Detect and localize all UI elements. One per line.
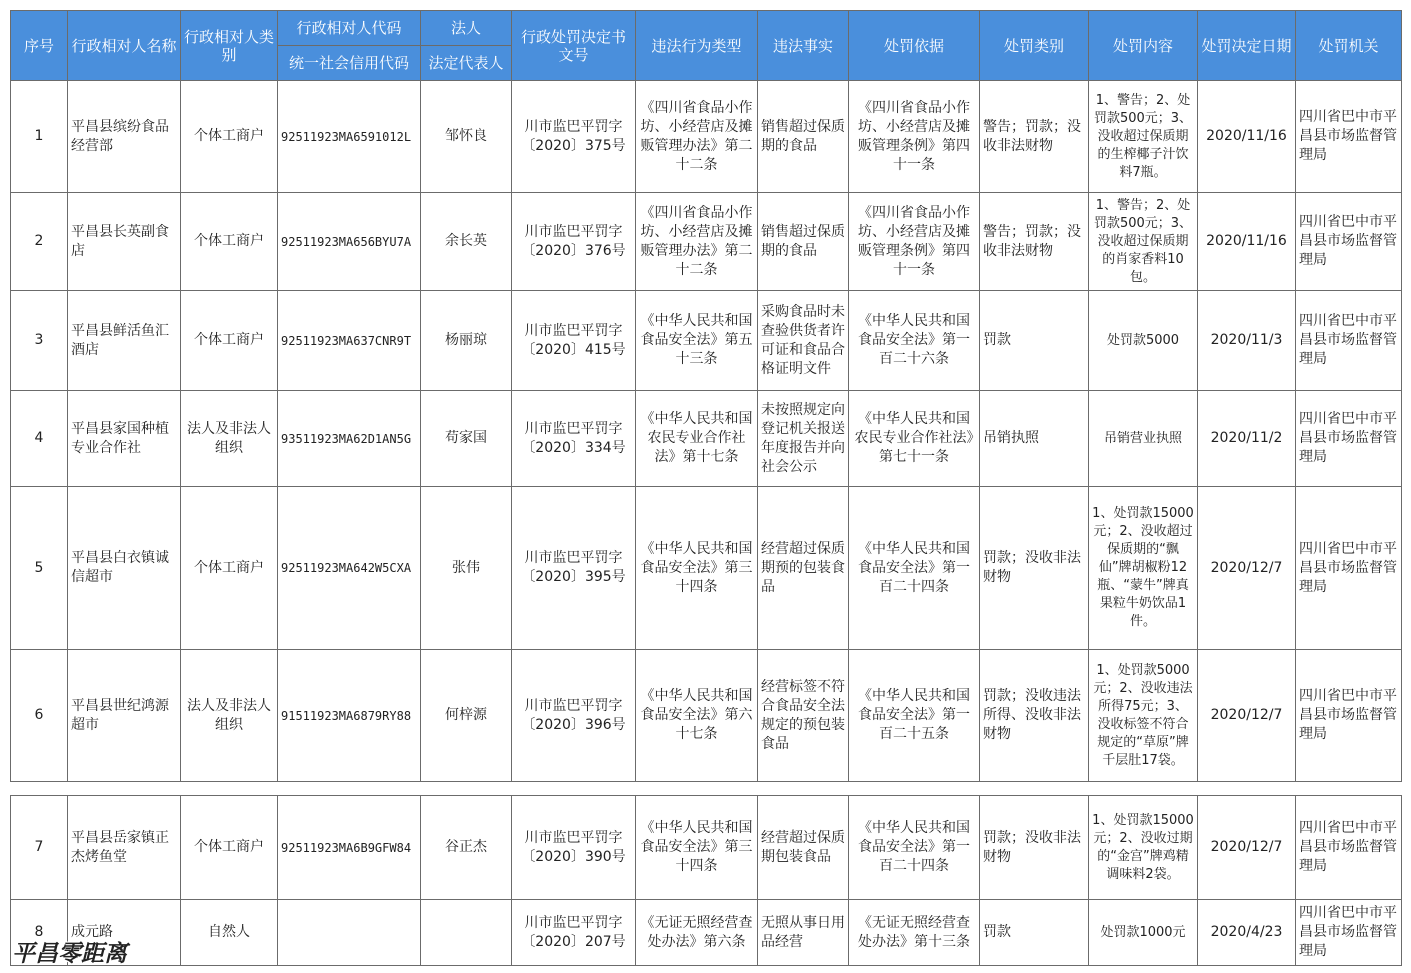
header-legal-rep: 法定代表人 bbox=[421, 46, 512, 81]
cell-category: 个体工商户 bbox=[181, 291, 278, 391]
cell-penalty-type: 罚款；没收非法财物 bbox=[980, 487, 1089, 650]
header-content: 处罚内容 bbox=[1089, 11, 1198, 81]
cell-legal: 余长英 bbox=[421, 193, 512, 291]
cell-category: 个体工商户 bbox=[181, 487, 278, 650]
cell-seq: 8 bbox=[11, 900, 68, 966]
cell-seq: 4 bbox=[11, 391, 68, 487]
cell-seq: 7 bbox=[11, 796, 68, 900]
table-row bbox=[11, 193, 1402, 291]
cell-legal: 苟家国 bbox=[421, 391, 512, 487]
cell-basis: 《四川省食品小作坊、小经营店及摊贩管理条例》第四十一条 bbox=[849, 81, 980, 193]
cell-doc: 川市监巴平罚字〔2020〕390号 bbox=[512, 796, 636, 900]
header-credit-code: 统一社会信用代码 bbox=[278, 46, 421, 81]
cell-authority: 四川省巴中市平昌县市场监督管理局 bbox=[1296, 81, 1402, 193]
cell-penalty-type: 警告；罚款；没收非法财物 bbox=[980, 81, 1089, 193]
cell-name: 平昌县鲜活鱼汇酒店 bbox=[68, 291, 181, 391]
cell-legal bbox=[421, 900, 512, 966]
header-date: 处罚决定日期 bbox=[1198, 11, 1296, 81]
cell-seq: 5 bbox=[11, 487, 68, 650]
cell-code: 92511923MA642W5CXA bbox=[278, 487, 421, 650]
cell-seq: 3 bbox=[11, 291, 68, 391]
header-name: 行政相对人名称 bbox=[68, 11, 181, 81]
header-seq: 序号 bbox=[11, 11, 68, 81]
cell-date: 2020/11/16 bbox=[1198, 193, 1296, 291]
table-row bbox=[11, 81, 1402, 193]
cell-category: 法人及非法人组织 bbox=[181, 391, 278, 487]
cell-basis: 《中华人民共和国食品安全法》第一百二十五条 bbox=[849, 650, 980, 782]
header-penalty-type: 处罚类别 bbox=[980, 11, 1089, 81]
cell-content: 1、处罚款15000元；2、没收过期的“金宫”牌鸡精调味料2袋。 bbox=[1089, 796, 1198, 900]
cell-violation-type: 《中华人民共和国农民专业合作社法》第十七条 bbox=[636, 391, 758, 487]
cell-code: 92511923MA6591012L bbox=[278, 81, 421, 193]
cell-penalty-type: 罚款；没收非法财物 bbox=[980, 796, 1089, 900]
table-row bbox=[11, 391, 1402, 487]
cell-basis: 《中华人民共和国农民专业合作社法》第七十一条 bbox=[849, 391, 980, 487]
cell-penalty-type: 罚款；没收违法所得、没收非法财物 bbox=[980, 650, 1089, 782]
penalty-table-continued bbox=[10, 795, 1402, 966]
table-row bbox=[11, 796, 1402, 900]
cell-name: 成元路 bbox=[68, 900, 181, 966]
cell-legal: 何梓源 bbox=[421, 650, 512, 782]
cell-content: 处罚款5000 bbox=[1089, 291, 1198, 391]
header-facts: 违法事实 bbox=[758, 11, 849, 81]
cell-basis: 《四川省食品小作坊、小经营店及摊贩管理条例》第四十一条 bbox=[849, 193, 980, 291]
cell-content: 1、处罚款15000元；2、没收超过保质期的“飘仙”牌胡椒粉12瓶、“蒙牛”牌真果粒牛奶饮品1件。 bbox=[1089, 487, 1198, 650]
header-basis: 处罚依据 bbox=[849, 11, 980, 81]
cell-violation-type: 《中华人民共和国食品安全法》第五十三条 bbox=[636, 291, 758, 391]
cell-date: 2020/12/7 bbox=[1198, 796, 1296, 900]
cell-basis: 《中华人民共和国食品安全法》第一百二十四条 bbox=[849, 487, 980, 650]
cell-doc: 川市监巴平罚字〔2020〕395号 bbox=[512, 487, 636, 650]
penalty-table bbox=[10, 10, 1402, 782]
cell-facts: 销售超过保质期的食品 bbox=[758, 81, 849, 193]
cell-name: 平昌县长英副食店 bbox=[68, 193, 181, 291]
cell-content: 1、处罚款5000元；2、没收违法所得75元；3、没收标签不符合规定的“草原”牌千层肚17袋。 bbox=[1089, 650, 1198, 782]
cell-basis: 《中华人民共和国食品安全法》第一百二十四条 bbox=[849, 796, 980, 900]
cell-facts: 销售超过保质期的食品 bbox=[758, 193, 849, 291]
cell-content: 处罚款1000元 bbox=[1089, 900, 1198, 966]
cell-facts: 采购食品时未查验供货者许可证和食品合格证明文件 bbox=[758, 291, 849, 391]
cell-code: 92511923MA6B9GFW84 bbox=[278, 796, 421, 900]
cell-name: 平昌县家国种植专业合作社 bbox=[68, 391, 181, 487]
cell-doc: 川市监巴平罚字〔2020〕376号 bbox=[512, 193, 636, 291]
cell-name: 平昌县岳家镇正杰烤鱼堂 bbox=[68, 796, 181, 900]
cell-penalty-type: 罚款 bbox=[980, 291, 1089, 391]
header-code: 行政相对人代码 bbox=[278, 11, 421, 46]
cell-doc: 川市监巴平罚字〔2020〕375号 bbox=[512, 81, 636, 193]
cell-authority: 四川省巴中市平昌县市场监督管理局 bbox=[1296, 487, 1402, 650]
table-row bbox=[11, 650, 1402, 782]
cell-authority: 四川省巴中市平昌县市场监督管理局 bbox=[1296, 900, 1402, 966]
cell-penalty-type: 警告；罚款；没收非法财物 bbox=[980, 193, 1089, 291]
cell-basis: 《无证无照经营查处办法》第十三条 bbox=[849, 900, 980, 966]
cell-code: 91511923MA6879RY88 bbox=[278, 650, 421, 782]
cell-name: 平昌县世纪鸿源超市 bbox=[68, 650, 181, 782]
cell-legal: 张伟 bbox=[421, 487, 512, 650]
cell-legal: 谷正杰 bbox=[421, 796, 512, 900]
cell-facts: 经营超过保质期包装食品 bbox=[758, 796, 849, 900]
cell-authority: 四川省巴中市平昌县市场监督管理局 bbox=[1296, 796, 1402, 900]
cell-penalty-type: 罚款 bbox=[980, 900, 1089, 966]
cell-legal: 邹怀良 bbox=[421, 81, 512, 193]
watermark-logo: 平昌零距离 bbox=[12, 940, 127, 967]
cell-date: 2020/4/23 bbox=[1198, 900, 1296, 966]
table-row bbox=[11, 487, 1402, 650]
cell-violation-type: 《中华人民共和国食品安全法》第六十七条 bbox=[636, 650, 758, 782]
table-body bbox=[11, 81, 1402, 782]
cell-facts: 未按照规定向登记机关报送年度报告并向社会公示 bbox=[758, 391, 849, 487]
cell-date: 2020/12/7 bbox=[1198, 487, 1296, 650]
cell-code: 92511923MA637CNR9T bbox=[278, 291, 421, 391]
cell-authority: 四川省巴中市平昌县市场监督管理局 bbox=[1296, 291, 1402, 391]
table-body-continued bbox=[11, 796, 1402, 966]
cell-date: 2020/12/7 bbox=[1198, 650, 1296, 782]
cell-authority: 四川省巴中市平昌县市场监督管理局 bbox=[1296, 391, 1402, 487]
cell-facts: 经营标签不符合食品安全法规定的预包装食品 bbox=[758, 650, 849, 782]
header-violation-type: 违法行为类型 bbox=[636, 11, 758, 81]
cell-doc: 川市监巴平罚字〔2020〕207号 bbox=[512, 900, 636, 966]
cell-doc: 川市监巴平罚字〔2020〕396号 bbox=[512, 650, 636, 782]
table-row bbox=[11, 900, 1402, 966]
cell-content: 1、警告；2、处罚款500元；3、没收超过保质期的生榨椰子汁饮料7瓶。 bbox=[1089, 81, 1198, 193]
cell-violation-type: 《四川省食品小作坊、小经营店及摊贩管理办法》第二十二条 bbox=[636, 81, 758, 193]
cell-code: 92511923MA656BYU7A bbox=[278, 193, 421, 291]
cell-code bbox=[278, 900, 421, 966]
cell-violation-type: 《中华人民共和国食品安全法》第三十四条 bbox=[636, 796, 758, 900]
cell-seq: 6 bbox=[11, 650, 68, 782]
cell-penalty-type: 吊销执照 bbox=[980, 391, 1089, 487]
cell-seq: 1 bbox=[11, 81, 68, 193]
cell-doc: 川市监巴平罚字〔2020〕415号 bbox=[512, 291, 636, 391]
cell-category: 个体工商户 bbox=[181, 796, 278, 900]
cell-violation-type: 《四川省食品小作坊、小经营店及摊贩管理办法》第二十二条 bbox=[636, 193, 758, 291]
header-legal: 法人 bbox=[421, 11, 512, 46]
cell-name: 平昌县白衣镇诚信超市 bbox=[68, 487, 181, 650]
cell-category: 法人及非法人组织 bbox=[181, 650, 278, 782]
cell-date: 2020/11/16 bbox=[1198, 81, 1296, 193]
header-authority: 处罚机关 bbox=[1296, 11, 1402, 81]
cell-content: 吊销营业执照 bbox=[1089, 391, 1198, 487]
cell-authority: 四川省巴中市平昌县市场监督管理局 bbox=[1296, 650, 1402, 782]
table-row bbox=[11, 291, 1402, 391]
cell-category: 个体工商户 bbox=[181, 81, 278, 193]
header-doc: 行政处罚决定书文号 bbox=[512, 11, 636, 81]
cell-date: 2020/11/2 bbox=[1198, 391, 1296, 487]
cell-authority: 四川省巴中市平昌县市场监督管理局 bbox=[1296, 193, 1402, 291]
cell-name: 平昌县缤纷食品经营部 bbox=[68, 81, 181, 193]
cell-category: 个体工商户 bbox=[181, 193, 278, 291]
cell-violation-type: 《无证无照经营查处办法》第六条 bbox=[636, 900, 758, 966]
cell-date: 2020/11/3 bbox=[1198, 291, 1296, 391]
cell-legal: 杨丽琼 bbox=[421, 291, 512, 391]
cell-seq: 2 bbox=[11, 193, 68, 291]
cell-code: 93511923MA62D1AN5G bbox=[278, 391, 421, 487]
header-category: 行政相对人类别 bbox=[181, 11, 278, 81]
cell-category: 自然人 bbox=[181, 900, 278, 966]
cell-content: 1、警告；2、处罚款500元；3、没收超过保质期的肖家香料10包。 bbox=[1089, 193, 1198, 291]
cell-facts: 经营超过保质期预的包装食品 bbox=[758, 487, 849, 650]
cell-basis: 《中华人民共和国食品安全法》第一百二十六条 bbox=[849, 291, 980, 391]
cell-doc: 川市监巴平罚字〔2020〕334号 bbox=[512, 391, 636, 487]
cell-violation-type: 《中华人民共和国食品安全法》第三十四条 bbox=[636, 487, 758, 650]
cell-facts: 无照从事日用品经营 bbox=[758, 900, 849, 966]
